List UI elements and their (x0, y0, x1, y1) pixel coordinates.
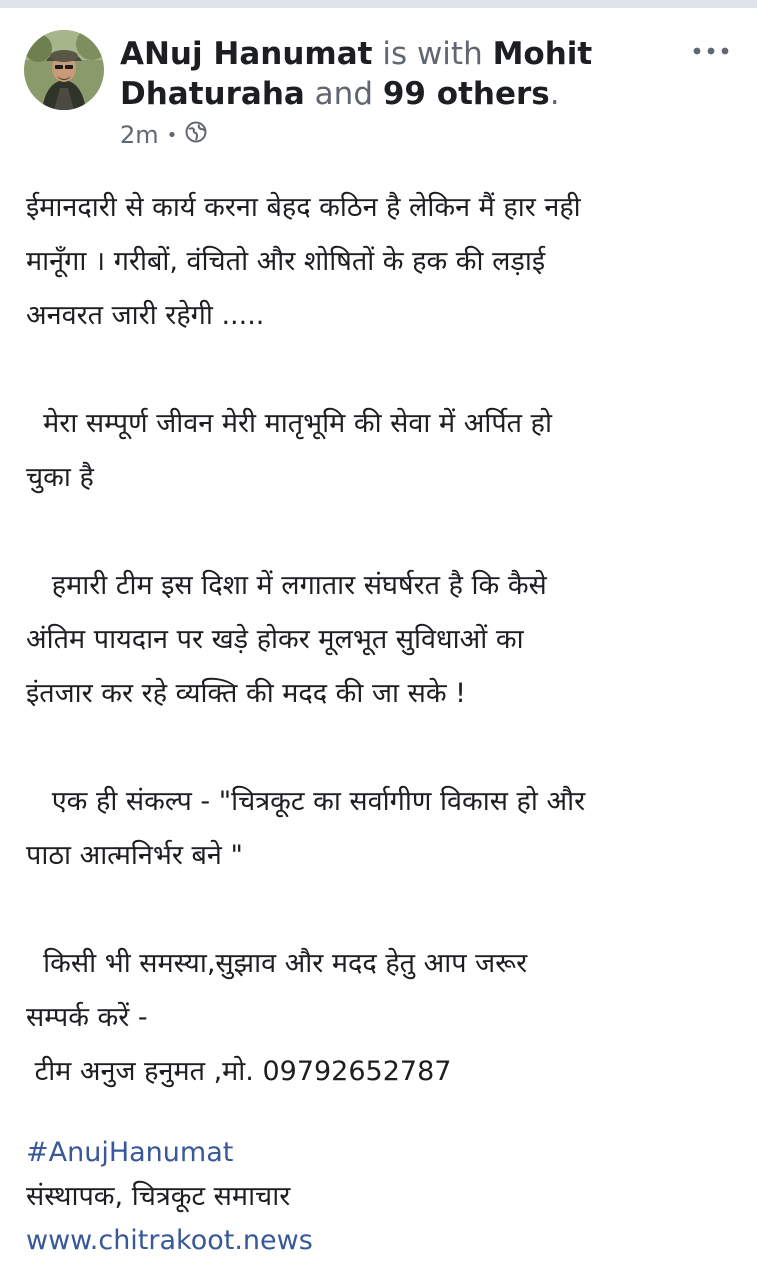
paragraph-gap (26, 343, 741, 397)
paragraph-gap (26, 505, 741, 559)
paragraph-gap (26, 883, 741, 937)
with-text: is with (382, 36, 483, 72)
post-header (24, 30, 733, 160)
paragraph-2 (26, 397, 741, 505)
tagged-others[interactable]: 99 others (382, 76, 550, 112)
text-line: पाठा आत्मनिर्भर बने " (26, 840, 243, 871)
paragraph-gap (26, 721, 741, 775)
more-dots-icon (691, 46, 731, 56)
text-line: अंतिम पायदान पर खड़े होकर मूलभूत सुविधाओं का (26, 624, 524, 655)
hashtag-link[interactable]: #AnujHanumat (26, 1137, 234, 1168)
text-line: इंतजार कर रहे व्यक्ति की मदद की जा सके ! (26, 678, 466, 709)
more-options-button[interactable] (689, 36, 733, 66)
paragraph-4 (26, 775, 741, 883)
post-meta (120, 120, 207, 150)
paragraph-5 (26, 937, 741, 1099)
post-timestamp[interactable]: 2m (120, 121, 159, 149)
text-line: अनवरत जारी रहेगी ..... (26, 300, 265, 331)
author-name[interactable]: ANuj Hanumat (120, 36, 373, 72)
avatar-photo (24, 30, 104, 110)
header-period: . (549, 76, 560, 112)
paragraph-1 (26, 181, 741, 343)
contact-line: टीम अनुज हनुमत ,मो. 09792652787 (26, 1056, 452, 1087)
text-line: ईमानदारी से कार्य करना बेहद कठिन है लेकिन मैं हार नही (26, 192, 581, 223)
and-text: and (314, 76, 373, 112)
signature-text: संस्थापक, चित्रकूट समाचार (26, 1181, 291, 1212)
text-line: एक ही संकल्प - "चित्रकूट का सर्वागीण विकास हो और (26, 786, 586, 817)
paragraph-gap (26, 1099, 741, 1131)
text-line: सम्पर्क करें - (26, 1002, 148, 1033)
paragraph-3 (26, 559, 741, 721)
text-line: हमारी टीम इस दिशा में लगातार संघर्षरत है कि कैसे (26, 570, 547, 601)
text-line: चुका है (26, 462, 94, 493)
text-line: किसी भी समस्या,सुझाव और मदद हेतु आप जरूर (26, 948, 528, 979)
meta-separator: • (166, 124, 178, 146)
post-header-text (120, 34, 660, 114)
tagged-friend[interactable]: Mohit Dhaturaha (120, 36, 593, 112)
text-line: मानूँगा । गरीबों, वंचितो और शोषितों के हक की लड़ाई (26, 246, 546, 277)
website-link[interactable]: www.chitrakoot.news (26, 1225, 313, 1256)
avatar[interactable] (24, 30, 104, 110)
post-body (26, 181, 741, 1263)
top-divider (0, 0, 757, 8)
globe-icon (185, 121, 207, 149)
text-line: मेरा सम्पूर्ण जीवन मेरी मातृभूमि की सेवा में अर्पित हो (26, 408, 552, 439)
